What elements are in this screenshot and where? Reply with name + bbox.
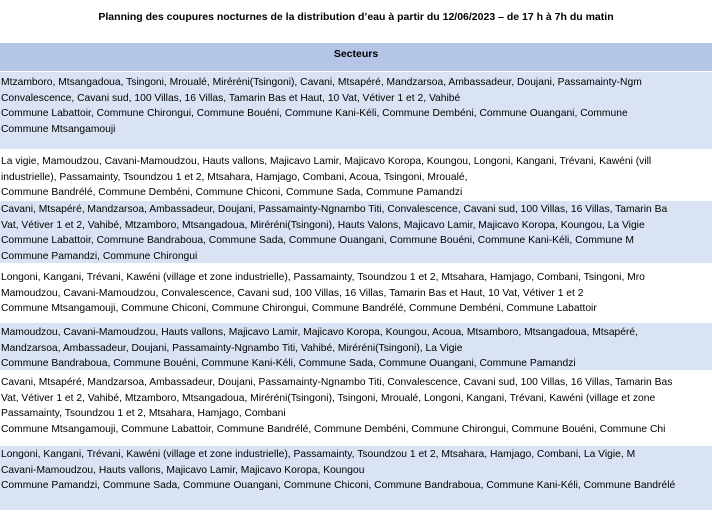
- sector-list: [0, 325, 712, 356]
- table-row: [0, 153, 712, 199]
- commune-line: Commune Mtsangamouji: [1, 123, 116, 135]
- commune-list: [0, 356, 712, 372]
- commune-list: [0, 422, 712, 438]
- sector-line: Mamoudzou, Cavani-Mamoudzou, Convalescence, Cavani sud, 100 Villas, 16 Villas, Tamarin Bas et Haut, 10 Vat, Vétiver 1 et 2: [1, 287, 584, 299]
- sector-line: Longoni, Kangani, Trévani, Kawéni (village et zone industrielle), Passamainty, Tsoundzou 1 et 2, Mtsahara, Hamjago, Combani, Tsingoni, Mro: [1, 272, 645, 283]
- commune-list: [0, 233, 712, 264]
- commune-list: [0, 106, 712, 137]
- table-row: [0, 446, 712, 512]
- sector-line: Passamainty, Tsoundzou 1 et 2, Mtsahara, Hamjago, Combani: [1, 408, 286, 419]
- commune-line: Commune Labattoir, Commune Chirongui, Commune Bouéni, Commune Kani-Kéli, Commune Dembéni, Commune Ouangani, Commune: [1, 108, 628, 119]
- commune-list: [0, 185, 712, 199]
- commune-list: [0, 301, 712, 317]
- commune-line: Commune Bandrélé, Commune Dembéni, Commune Chiconi, Commune Sada, Commune Pamandzi: [1, 187, 463, 198]
- commune-line: Commune Mtsangamouji, Commune Labattoir, Commune Bandrélé, Commune Dembéni, Commune Chirongui, Commune Bouéni, Commune Chi: [1, 423, 666, 435]
- sector-line: La vigie, Mamoudzou, Cavani-Mamoudzou, Hauts vallons, Majicavo Lamir, Majicavo Koropa, Koungou, Longoni, Kangani, Trévani, Kawéni (vill: [1, 156, 652, 167]
- commune-line: Commune Mtsangamouji, Commune Chiconi, Commune Chirongui, Commune Bandrélé, Commune Dembéni, Commune Labattoir: [1, 303, 597, 314]
- table-row: [0, 267, 712, 321]
- page-title: Planning des coupures nocturnes de la distribution d’eau à partir du 12/06/2023 – de 17 h à 7h du matin: [98, 11, 614, 23]
- commune-list: [0, 478, 712, 494]
- table-row: [0, 374, 712, 444]
- sector-line: Cavani-Mamoudzou, Hauts vallons, Majicavo Lamir, Majicavo Koropa, Koungou: [1, 464, 365, 476]
- sector-line: Cavani, Mtsapéré, Mandzarsoa, Ambassadeur, Doujani, Passamainty-Ngnambo Titi, Convalescence, Cavani sud, 100 Villas, 16 Villas, Tamarin Ba: [1, 204, 668, 215]
- commune-line: Commune Pamandzi, Commune Chirongui: [1, 250, 198, 262]
- sector-list: [0, 75, 712, 106]
- table-row: [0, 201, 712, 265]
- sector-line: Mtzamboro, Mtsangadoua, Tsingoni, Mroualé, Miréréni(Tsingoni), Cavani, Mtsapéré, Mandzarsoa, Ambassadeur, Doujani, Passamainty-Ngm: [1, 77, 642, 88]
- sector-line: Longoni, Kangani, Trévani, Kawéni (village et zone industrielle), Passamainty, Tsoundzou 1 et 2, Mtsahara, Hamjago, Combani, La Vigie, M: [1, 449, 636, 460]
- sector-list: [0, 202, 712, 233]
- sector-list: [0, 447, 712, 478]
- sector-list: [0, 375, 712, 422]
- sector-line: Mamoudzou, Cavani-Mamoudzou, Hauts vallons, Majicavo Lamir, Majicavo Koropa, Koungou, Acoua, Mtsamboro, Mtsangadoua, Mtsapéré,: [1, 327, 639, 338]
- sector-line: Cavani, Mtsapéré, Mandzarsoa, Ambassadeur, Doujani, Passamainty-Ngnambo Titi, Convalescence, Cavani sud, 100 Villas, 16 Villas, Tamarin Bas: [1, 377, 673, 388]
- sector-line: Vat, Vétiver 1 et 2, Vahibé, Mtzamboro, Mtsangadoua, Miréréni(Tsingoni), Tsingoni, Mroualé, Longoni, Kangani, Trévani, Kawéni (village et zone: [1, 392, 656, 404]
- column-header-secteurs: Secteurs: [333, 48, 379, 60]
- sector-line: Convalescence, Cavani sud, 100 Villas, 16 Villas, Tamarin Bas et Haut, 10 Vat, Vétiver 1 et 2, Vahibé: [1, 92, 461, 104]
- sector-line: Vat, Vétiver 1 et 2, Vahibé, Mtzamboro, Mtsangadoua, Miréréni(Tsingoni), Hauts Valons, Majicavo Lamir, Majicavo Koropa, Koungou, La Vigie: [1, 219, 645, 231]
- commune-line: Commune Bandraboua, Commune Bouéni, Commune Kani-Kéli, Commune Sada, Commune Ouangani, Commune Pamandzi: [1, 358, 576, 369]
- sector-list: [0, 270, 712, 301]
- commune-line: Commune Pamandzi, Commune Sada, Commune Ouangani, Commune Chiconi, Commune Bandraboua, Commune Kani-Kéli, Commune Bandrélé: [1, 480, 676, 491]
- sector-line: industrielle), Passamainty, Tsoundzou 1 et 2, Mtsahara, Hamjago, Combani, Acoua, Tsingoni, Mroualé,: [1, 171, 468, 183]
- table-row: [0, 323, 712, 372]
- commune-line: Commune Labattoir, Commune Bandraboua, Commune Sada, Commune Ouangani, Commune Bouéni, Commune Kani-Kéli, Commune M: [1, 235, 635, 246]
- sector-list: [0, 154, 712, 185]
- table-row: [0, 72, 712, 151]
- sector-line: Mandzarsoa, Ambassadeur, Doujani, Passamainty-Ngnambo Titi, Vahibé, Miréréni(Tsingoni), La Vigie: [1, 342, 463, 354]
